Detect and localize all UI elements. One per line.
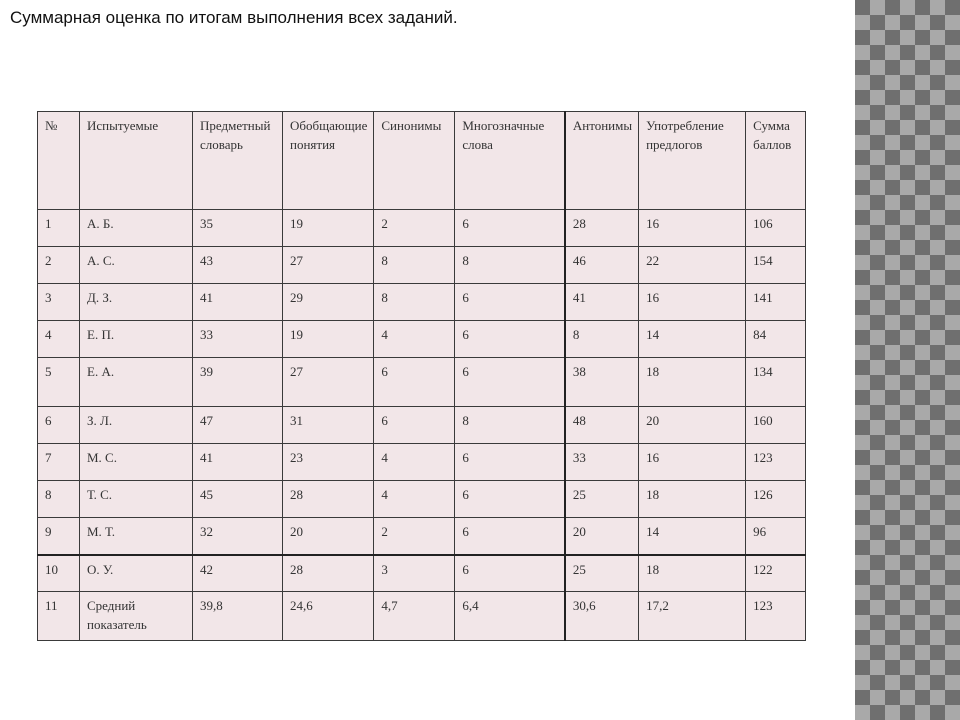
- cell-general-concepts: 20: [283, 518, 374, 555]
- header-number: №: [38, 112, 80, 210]
- cell-total: 123: [746, 444, 806, 481]
- page-title: Суммарная оценка по итогам выполнения всех заданий.: [10, 8, 458, 27]
- cell-synonyms: 2: [374, 210, 455, 247]
- cell-antonyms: 25: [565, 481, 639, 518]
- table-row: [38, 358, 806, 407]
- cell-vocabulary: 41: [193, 444, 283, 481]
- cell-prepositions: 16: [639, 210, 746, 247]
- cell-antonyms: 20: [565, 518, 639, 555]
- cell-number: 4: [38, 321, 80, 358]
- cell-total: 96: [746, 518, 806, 555]
- header-subjects: Испытуемые: [80, 112, 193, 210]
- table-row: [38, 321, 806, 358]
- cell-general-concepts: 29: [283, 284, 374, 321]
- cell-total: 126: [746, 481, 806, 518]
- cell-antonyms: 33: [565, 444, 639, 481]
- table-row: [38, 407, 806, 444]
- cell-general-concepts: 19: [283, 210, 374, 247]
- cell-total: 134: [746, 358, 806, 407]
- cell-synonyms: 2: [374, 518, 455, 555]
- cell-vocabulary: 32: [193, 518, 283, 555]
- table-row: [38, 555, 806, 592]
- table-row: [38, 481, 806, 518]
- cell-total: 84: [746, 321, 806, 358]
- cell-polysemous: 6: [455, 444, 565, 481]
- cell-polysemous: 6: [455, 555, 565, 592]
- cell-general-concepts: 28: [283, 481, 374, 518]
- cell-synonyms: 4: [374, 444, 455, 481]
- cell-antonyms: 48: [565, 407, 639, 444]
- cell-total: 160: [746, 407, 806, 444]
- cell-antonyms: 41: [565, 284, 639, 321]
- cell-total: 106: [746, 210, 806, 247]
- cell-prepositions: 18: [639, 358, 746, 407]
- header-prepositions: Употребление предлогов: [639, 112, 746, 210]
- cell-prepositions: 20: [639, 407, 746, 444]
- cell-vocabulary: 35: [193, 210, 283, 247]
- cell-number: 10: [38, 555, 80, 592]
- cell-vocabulary: 45: [193, 481, 283, 518]
- cell-total: 123: [746, 592, 806, 641]
- cell-vocabulary: 42: [193, 555, 283, 592]
- cell-subject: З. Л.: [80, 407, 193, 444]
- cell-synonyms: 6: [374, 358, 455, 407]
- cell-number: 1: [38, 210, 80, 247]
- cell-polysemous: 8: [455, 407, 565, 444]
- table-row: [38, 518, 806, 555]
- cell-prepositions: 14: [639, 518, 746, 555]
- cell-vocabulary: 43: [193, 247, 283, 284]
- cell-vocabulary: 41: [193, 284, 283, 321]
- cell-prepositions: 16: [639, 444, 746, 481]
- cell-subject: О. У.: [80, 555, 193, 592]
- results-table: [37, 111, 806, 641]
- cell-number: 6: [38, 407, 80, 444]
- table-row: [38, 210, 806, 247]
- table-header-row: [38, 112, 806, 210]
- cell-subject: Т. С.: [80, 481, 193, 518]
- cell-subject: Д. З.: [80, 284, 193, 321]
- cell-prepositions: 18: [639, 481, 746, 518]
- cell-number: 7: [38, 444, 80, 481]
- header-general-concepts: Обобщающие понятия: [283, 112, 374, 210]
- cell-total: 122: [746, 555, 806, 592]
- cell-polysemous: 8: [455, 247, 565, 284]
- cell-total: 154: [746, 247, 806, 284]
- cell-polysemous: 6: [455, 210, 565, 247]
- cell-synonyms: 4: [374, 481, 455, 518]
- table-row: [38, 247, 806, 284]
- cell-number: 9: [38, 518, 80, 555]
- cell-number: 11: [38, 592, 80, 641]
- cell-vocabulary: 39,8: [193, 592, 283, 641]
- cell-antonyms: 46: [565, 247, 639, 284]
- cell-general-concepts: 19: [283, 321, 374, 358]
- cell-antonyms: 25: [565, 555, 639, 592]
- cell-general-concepts: 27: [283, 247, 374, 284]
- cell-subject: Средний показатель: [80, 592, 193, 641]
- cell-antonyms: 38: [565, 358, 639, 407]
- cell-subject: Е. П.: [80, 321, 193, 358]
- header-vocabulary: Предметный словарь: [193, 112, 283, 210]
- cell-general-concepts: 31: [283, 407, 374, 444]
- cell-prepositions: 16: [639, 284, 746, 321]
- decorative-pattern: [855, 0, 960, 720]
- cell-polysemous: 6: [455, 321, 565, 358]
- cell-subject: М. Т.: [80, 518, 193, 555]
- cell-synonyms: 6: [374, 407, 455, 444]
- cell-synonyms: 8: [374, 284, 455, 321]
- cell-vocabulary: 39: [193, 358, 283, 407]
- table-row: [38, 444, 806, 481]
- cell-number: 5: [38, 358, 80, 407]
- cell-antonyms: 8: [565, 321, 639, 358]
- cell-prepositions: 22: [639, 247, 746, 284]
- header-antonyms: Антонимы: [565, 112, 639, 210]
- cell-synonyms: 3: [374, 555, 455, 592]
- table-row-average: [38, 592, 806, 641]
- cell-subject: Е. А.: [80, 358, 193, 407]
- cell-general-concepts: 23: [283, 444, 374, 481]
- header-total-score: Сумма баллов: [746, 112, 806, 210]
- cell-subject: А. Б.: [80, 210, 193, 247]
- cell-general-concepts: 28: [283, 555, 374, 592]
- cell-prepositions: 18: [639, 555, 746, 592]
- cell-synonyms: 4,7: [374, 592, 455, 641]
- cell-vocabulary: 47: [193, 407, 283, 444]
- cell-synonyms: 8: [374, 247, 455, 284]
- cell-vocabulary: 33: [193, 321, 283, 358]
- cell-subject: А. С.: [80, 247, 193, 284]
- cell-antonyms: 28: [565, 210, 639, 247]
- cell-total: 141: [746, 284, 806, 321]
- cell-synonyms: 4: [374, 321, 455, 358]
- header-synonyms: Синонимы: [374, 112, 455, 210]
- cell-subject: М. С.: [80, 444, 193, 481]
- cell-polysemous: 6: [455, 518, 565, 555]
- cell-polysemous: 6: [455, 284, 565, 321]
- cell-polysemous: 6: [455, 358, 565, 407]
- cell-prepositions: 17,2: [639, 592, 746, 641]
- cell-polysemous: 6: [455, 481, 565, 518]
- cell-general-concepts: 24,6: [283, 592, 374, 641]
- cell-number: 2: [38, 247, 80, 284]
- cell-polysemous: 6,4: [455, 592, 565, 641]
- cell-number: 3: [38, 284, 80, 321]
- cell-number: 8: [38, 481, 80, 518]
- cell-prepositions: 14: [639, 321, 746, 358]
- table-row: [38, 284, 806, 321]
- header-polysemous: Многозначные слова: [455, 112, 565, 210]
- cell-antonyms: 30,6: [565, 592, 639, 641]
- cell-general-concepts: 27: [283, 358, 374, 407]
